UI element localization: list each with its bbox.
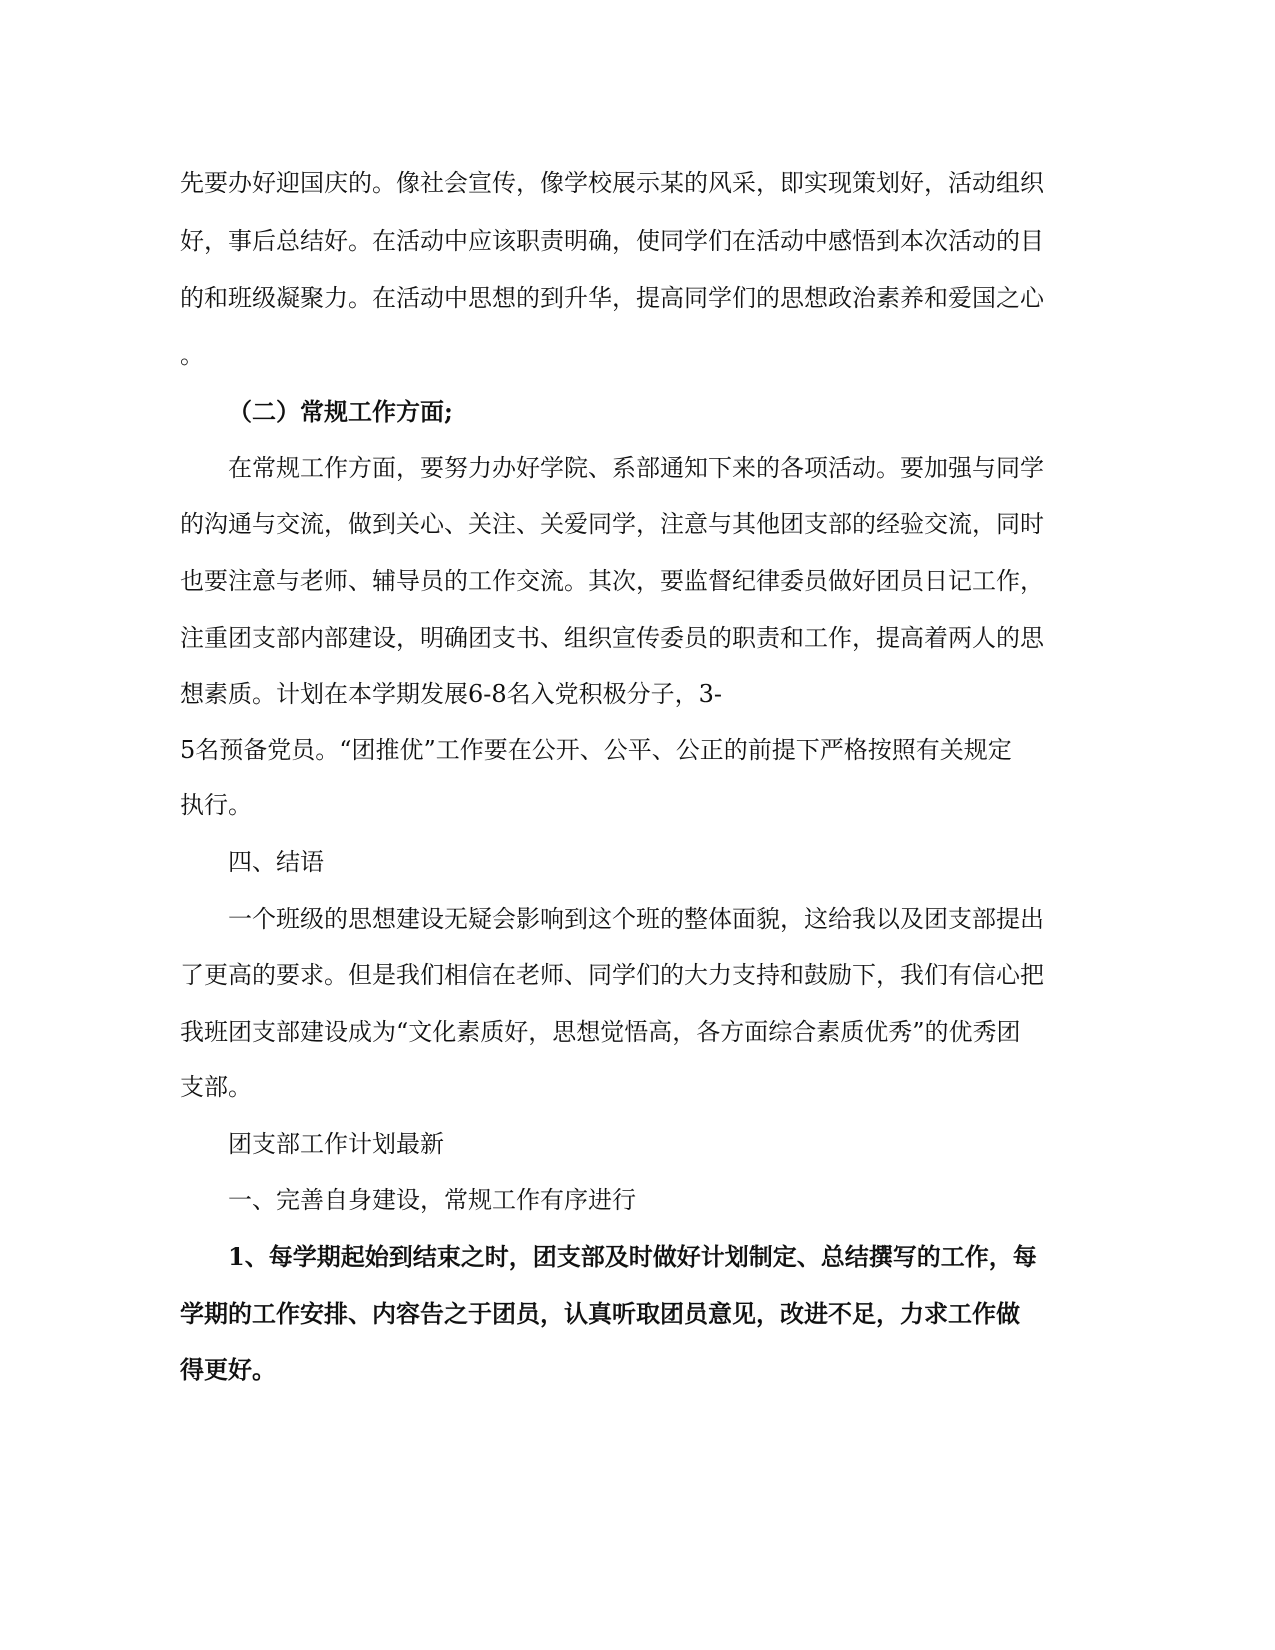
- paragraph-line: 我班团支部建设成为“文化素质好，思想觉悟高，各方面综合素质优秀”的优秀团: [180, 1018, 1021, 1046]
- section-heading: （二）常规工作方面;: [228, 397, 453, 426]
- paragraph-line: 支部。: [180, 1073, 252, 1101]
- paragraph-line: 的和班级凝聚力。在活动中思想的到升华，提高同学们的思想政治素养和爱国之心: [180, 284, 1044, 312]
- section-heading: 一、完善自身建设，常规工作有序进行: [228, 1186, 636, 1214]
- paragraph-line: 5名预备党员。“团推优”工作要在公开、公平、公正的前提下严格按照有关规定: [180, 736, 1012, 764]
- paragraph-line: 想素质。计划在本学期发展6-8名入党积极分子，3-: [180, 680, 723, 708]
- paragraph-line: 了更高的要求。但是我们相信在老师、同学们的大力支持和鼓励下，我们有信心把: [180, 961, 1044, 989]
- paragraph-line: 一个班级的思想建设无疑会影响到这个班的整体面貌，这给我以及团支部提出: [228, 905, 1044, 933]
- paragraph-line: 学期的工作安排、内容告之于团员，认真听取团员意见，改进不足，力求工作做: [180, 1299, 1020, 1328]
- paragraph-line: 得更好。: [180, 1355, 276, 1384]
- paragraph-line: 。: [180, 341, 204, 369]
- paragraph-line: 先要办好迎国庆的。像社会宣传，像学校展示某的风采，即实现策划好，活动组织: [180, 169, 1044, 197]
- paragraph-line: 执行。: [180, 791, 252, 819]
- paragraph-line: 的沟通与交流，做到关心、关注、关爱同学，注意与其他团支部的经验交流，同时: [180, 510, 1044, 538]
- paragraph-line: 也要注意与老师、辅导员的工作交流。其次，要监督纪律委员做好团员日记工作，: [180, 567, 1044, 595]
- paragraph-line: 1、每学期起始到结束之时，团支部及时做好计划制定、总结撰写的工作，每: [228, 1242, 1037, 1271]
- paragraph-line: 好，事后总结好。在活动中应该职责明确，使同学们在活动中感悟到本次活动的目: [180, 227, 1044, 255]
- paragraph-line: 注重团支部内部建设，明确团支书、组织宣传委员的职责和工作，提高着两人的思: [180, 624, 1044, 652]
- paragraph-line: 在常规工作方面，要努力办好学院、系部通知下来的各项活动。要加强与同学: [228, 454, 1044, 482]
- document-title: 团支部工作计划最新: [228, 1130, 444, 1158]
- section-heading: 四、结语: [228, 848, 324, 876]
